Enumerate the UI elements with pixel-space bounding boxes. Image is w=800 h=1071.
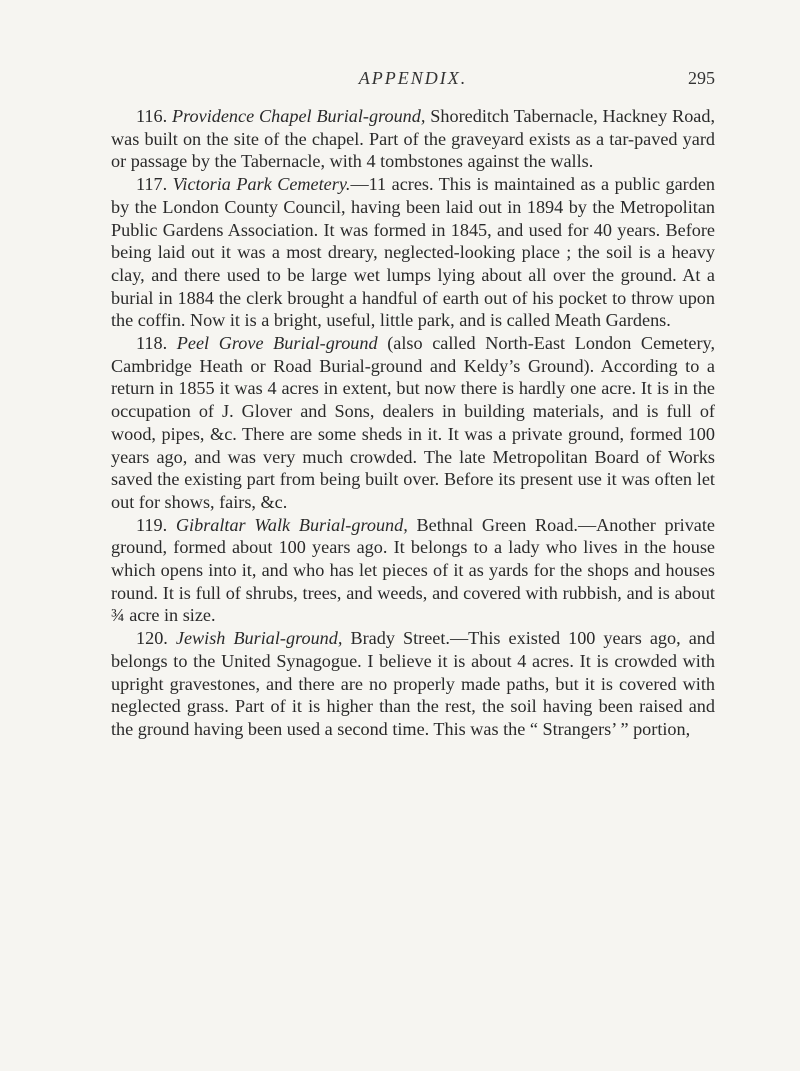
entry-number: 119. — [136, 514, 168, 535]
body-text — [111, 105, 715, 741]
entry-number: 118. — [136, 333, 168, 354]
entry-number: 120. — [136, 628, 168, 649]
entry-name: Victoria Park Cemetery. — [172, 174, 351, 195]
entry-name: Peel Grove Burial-ground — [176, 333, 378, 354]
entry-text: (also called North-East London Cemetery, Cambridge Heath or Road Burial-ground and Keldy’s Ground). According to a return in 1855 it was 4 acres in extent, but now there is hardly one acre. It is in the occupation of J. Glover and Sons, dealers in building materials, and is full of wood, pipes, &c. There are some sheds in it. It was a private ground, formed 100 years ago, and was very much crowded. The late Metropolitan Board of Works saved the existing part from being built over. Before its present use it was often let out for shows, fairs, &c. — [111, 333, 715, 512]
running-title: APPENDIX. — [358, 68, 468, 88]
entry-number: 116. — [136, 106, 168, 126]
entry-116 — [111, 105, 715, 173]
entry-name: Providence Chapel Burial-ground, — [172, 106, 426, 126]
entry-text: Brady Street.—This existed 100 years ago, and belongs to the United Synagogue. I believe it is about 4 acres. It is crowded with upright gravestones, and there are no properly made paths, but it is covered with neglected grass. Part of it is higher than the rest, the soil having been raised and the ground having been used a second time. This was the “ Strangers’ ” portion, — [111, 628, 715, 739]
entry-118 — [111, 332, 715, 514]
entry-name: Jewish Burial-ground, — [175, 628, 343, 649]
entry-119 — [111, 514, 715, 628]
entry-name: Gibraltar Walk Burial-ground, — [175, 514, 408, 535]
page-number: 295 — [688, 68, 715, 88]
running-head — [111, 68, 715, 98]
entry-number: 117. — [136, 174, 168, 195]
entry-117 — [111, 173, 715, 332]
entry-text: Bethnal Green Road.—Another private ground, formed about 100 years ago. It belongs to a lady who lives in the house which opens into it, and who has let pieces of it as yards for the shops and houses round. It is full of shrubs, trees, and weeds, and covered with rubbish, and is about ¾ acre in size. — [111, 514, 716, 626]
entry-120 — [111, 627, 715, 741]
entry-text: —11 acres. This is maintained as a public garden by the London County Council, having been laid out in 1894 by the Metropolitan Public Gardens Association. It was formed in 1845, and used for 40 years. Before being laid out it was a most dreary, neglected-looking place ; the soil is a heavy clay, and there used to be large wet lumps lying about all over the ground. At a burial in 1884 the clerk brought a handful of earth out of his pocket to throw upon the coffin. Now it is a bright, useful, little park, and is called Meath Gardens. — [111, 174, 715, 331]
entry-text: Shoreditch Tabernacle, Hackney Road, was built on the site of the chapel. Part of the graveyard exists as a tar-paved yard or passage by the Tabernacle, with 4 tombstones against the walls. — [111, 106, 716, 172]
